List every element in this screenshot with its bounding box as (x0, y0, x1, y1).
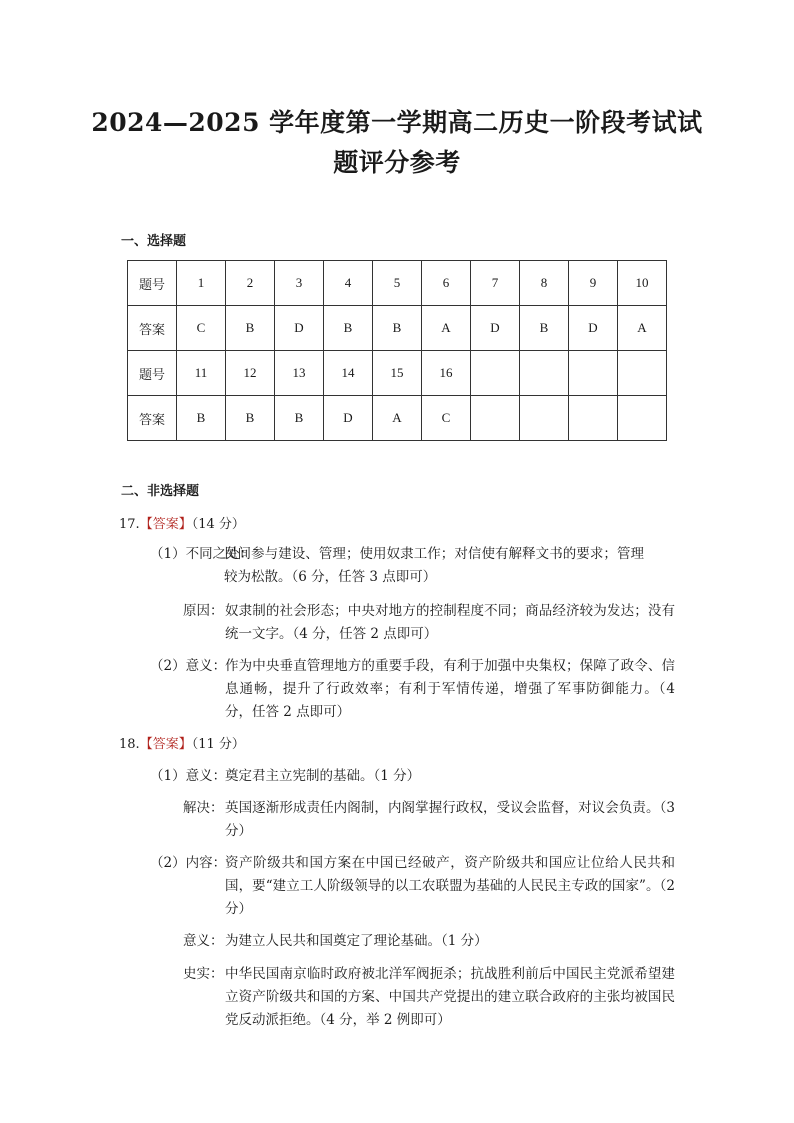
table-cell: 14 (324, 351, 373, 396)
table-cell: 2 (226, 261, 275, 306)
table-cell: A (373, 396, 422, 441)
table-row-label: 题号 (128, 261, 177, 306)
q17-part1-text (224, 543, 674, 589)
table-cell: A (618, 306, 667, 351)
table-cell: 11 (177, 351, 226, 396)
q18-part1-solve-label: 解决： (183, 800, 224, 816)
table-cell: B (520, 306, 569, 351)
table-cell: 5 (373, 261, 422, 306)
q17-part1-reason-text: 奴隶制的社会形态；中央对地方的控制程度不同；商品经济较为发达；没有统一文字。（4 分，任答 2 点即可） (225, 603, 675, 642)
q18-heading (119, 733, 245, 752)
table-row (128, 396, 667, 441)
table-cell: B (226, 306, 275, 351)
table-cell (569, 351, 618, 396)
table-cell: A (422, 306, 471, 351)
table-cell (618, 351, 667, 396)
table-row (128, 261, 667, 306)
q18-part2-meaning-label: 意义： (183, 933, 224, 949)
section-multiple-choice-heading: 一、选择题 (121, 234, 187, 249)
table-cell: D (324, 396, 373, 441)
table-cell (520, 351, 569, 396)
table-cell (569, 396, 618, 441)
section-non-choice-heading: 二、非选择题 (121, 484, 200, 499)
table-cell: D (471, 306, 520, 351)
q17-part2-text: 作为中央垂直管理地方的重要手段，有利于加强中央集权；保障了政令、信息通畅，提升了行政效率；有利于军情传递，增强了军事防御能力。（4 分，任答 2 点即可） (225, 658, 675, 720)
q18-answer-tag: 【答案】 (139, 737, 192, 752)
q18-part2-meaning-text: 为建立人民共和国奠定了理论基础。（1 分） (225, 933, 488, 949)
table-cell: 9 (569, 261, 618, 306)
page-title-line1: 2024—2025 学年度第一学期高二历史一阶段考试试 (91, 108, 703, 137)
q17-part1-text-body: 民间参与建设、管理；使用奴隶工作；对信使有解释文书的要求；管理较为松散。（6 分，任答 3 点即可） (224, 546, 644, 585)
q18-part2-facts-label: 史实： (183, 966, 224, 982)
q17-score: （14 分） (191, 517, 245, 532)
table-cell: B (177, 396, 226, 441)
page-title-line2: 题评分参考 (333, 148, 461, 177)
table-cell: 4 (324, 261, 373, 306)
table-cell: B (373, 306, 422, 351)
q18-part2-label: （2）内容： (150, 855, 227, 871)
table-row-label: 答案 (128, 306, 177, 351)
q17-part2-label: （2）意义： (150, 658, 227, 674)
q18-part1-text: 奠定君主立宪制的基础。（1 分） (225, 768, 421, 784)
q17-part1-reason-label: 原因： (183, 603, 224, 619)
table-cell: 8 (520, 261, 569, 306)
table-cell: C (422, 396, 471, 441)
table-cell (520, 396, 569, 441)
table-cell: 13 (275, 351, 324, 396)
q17-number: 17. (119, 517, 140, 532)
table-cell (618, 396, 667, 441)
table-row (128, 351, 667, 396)
q17-answer-tag: 【答案】 (139, 517, 192, 532)
table-cell: 12 (226, 351, 275, 396)
q17-part1-label: （1）不同之处： (150, 546, 254, 562)
table-cell (471, 351, 520, 396)
answer-table (127, 260, 667, 441)
table-row-label: 题号 (128, 351, 177, 396)
q18-part2-facts-text: 中华民国南京临时政府被北洋军阀扼杀；抗战胜利前后中国民主党派希望建立资产阶级共和国的方案、中国共产党提出的建立联合政府的主张均被国民党反动派拒绝。（4 分，举 2 例即可） (225, 966, 675, 1028)
table-cell: C (177, 306, 226, 351)
table-cell: D (569, 306, 618, 351)
table-cell: 15 (373, 351, 422, 396)
table-cell: 10 (618, 261, 667, 306)
table-cell: 6 (422, 261, 471, 306)
q17-heading (119, 513, 245, 532)
table-row (128, 306, 667, 351)
q18-part2-text: 资产阶级共和国方案在中国已经破产，资产阶级共和国应让位给人民共和国，要“建立工人阶级领导的以工农联盟为基础的人民民主专政的国家”。（2 分） (225, 855, 675, 917)
table-cell: 7 (471, 261, 520, 306)
q18-part1-label: （1）意义： (150, 768, 227, 784)
table-cell: 16 (422, 351, 471, 396)
table-cell: 3 (275, 261, 324, 306)
table-cell: B (226, 396, 275, 441)
table-cell: D (275, 306, 324, 351)
q18-part1-solve-text: 英国逐渐形成责任内阁制，内阁掌握行政权，受议会监督，对议会负责。（3 分） (225, 800, 675, 839)
q18-score: （11 分） (191, 737, 245, 752)
table-cell: B (275, 396, 324, 441)
table-cell: 1 (177, 261, 226, 306)
table-cell: B (324, 306, 373, 351)
table-cell (471, 396, 520, 441)
table-row-label: 答案 (128, 396, 177, 441)
q18-number: 18. (119, 737, 140, 752)
